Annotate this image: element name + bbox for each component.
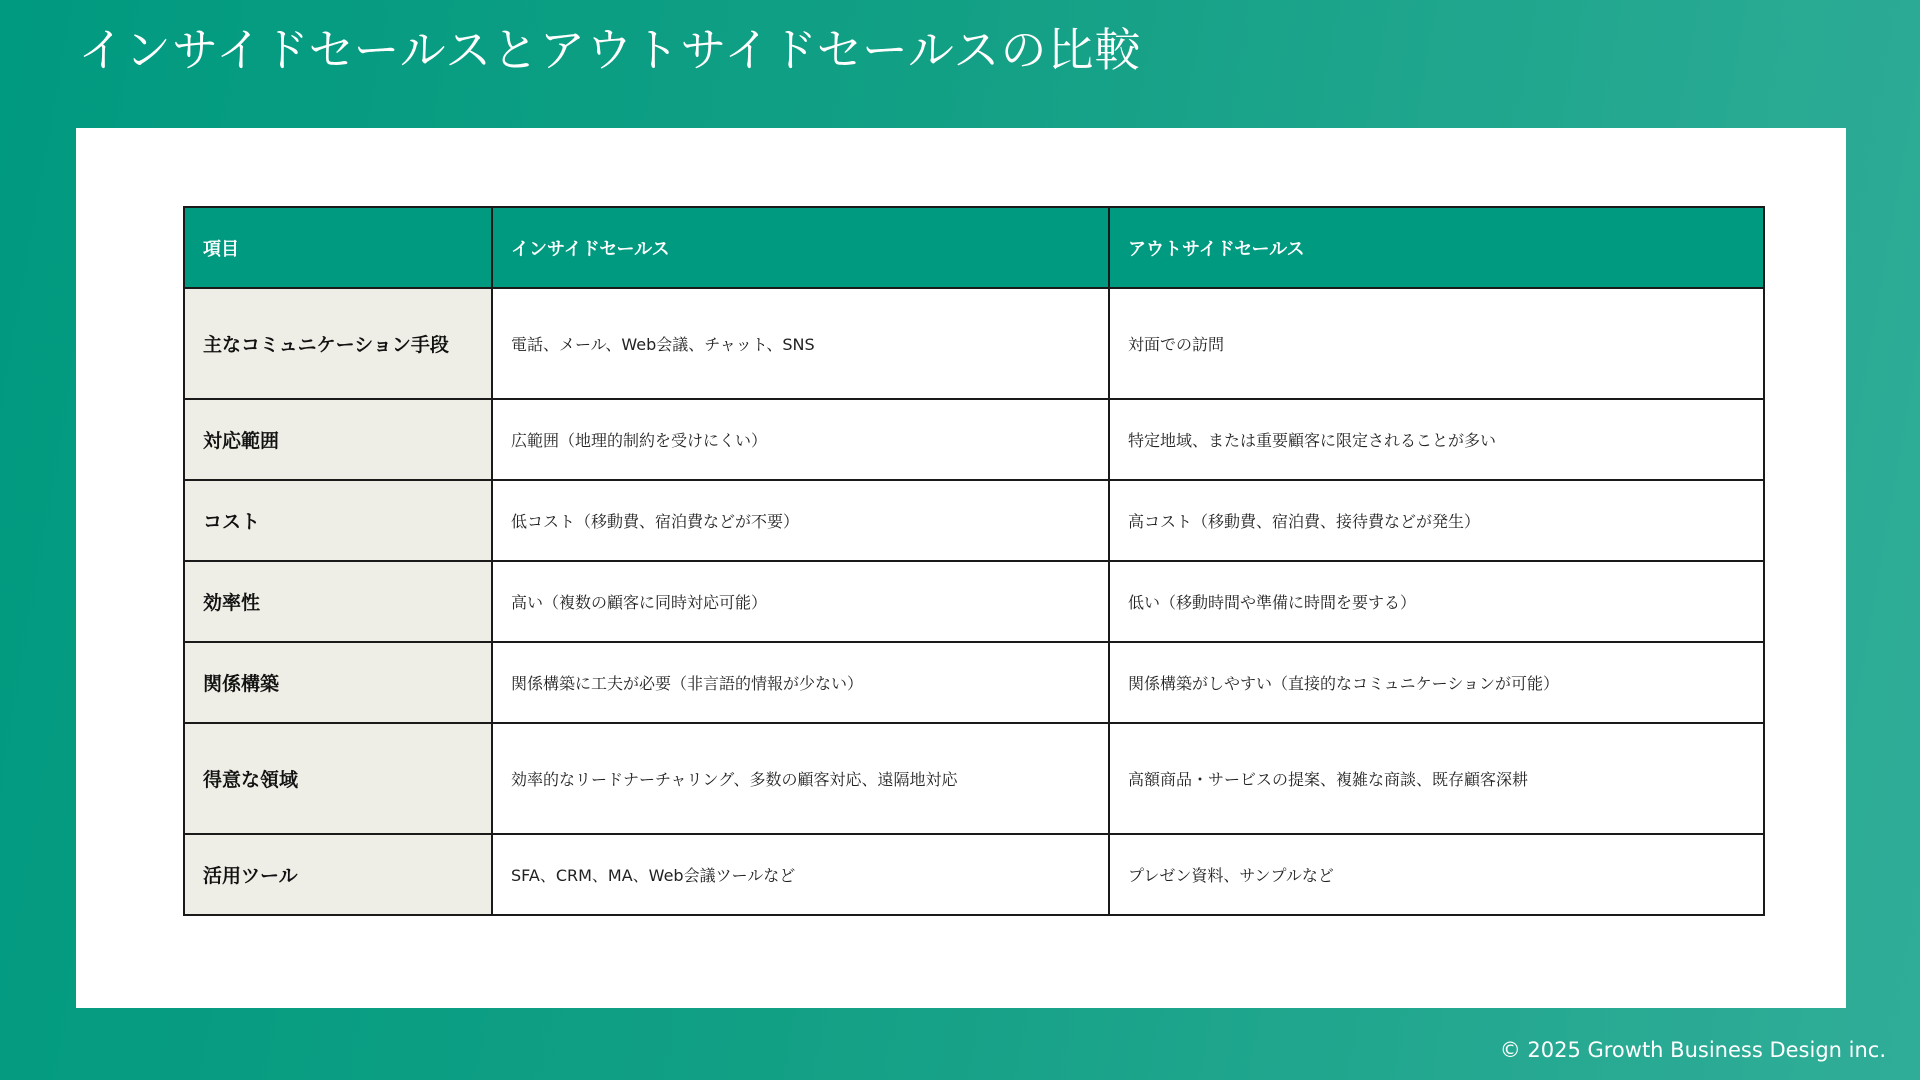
copyright-footer: © 2025 Growth Business Design inc. bbox=[1499, 1038, 1886, 1062]
slide-title: インサイドセールスとアウトサイドセールスの比較 bbox=[78, 23, 1142, 77]
table-row bbox=[184, 642, 1764, 723]
inside-sales-cell: 低コスト（移動費、宿泊費などが不要） bbox=[492, 480, 1109, 561]
inside-sales-cell: 広範囲（地理的制約を受けにくい） bbox=[492, 399, 1109, 480]
outside-sales-cell: 高額商品・サービスの提案、複雑な商談、既存顧客深耕 bbox=[1109, 723, 1764, 834]
header-outside-sales: アウトサイドセールス bbox=[1109, 207, 1764, 288]
inside-sales-cell: 電話、メール、Web会議、チャット、SNS bbox=[492, 288, 1109, 399]
inside-sales-cell: SFA、CRM、MA、Web会議ツールなど bbox=[492, 834, 1109, 915]
header-item: 項目 bbox=[184, 207, 492, 288]
comparison-table bbox=[183, 206, 1765, 916]
outside-sales-cell: 特定地域、または重要顧客に限定されることが多い bbox=[1109, 399, 1764, 480]
table-header-row bbox=[184, 207, 1764, 288]
inside-sales-cell: 高い（複数の顧客に同時対応可能） bbox=[492, 561, 1109, 642]
table-row bbox=[184, 561, 1764, 642]
row-item-label: 効率性 bbox=[184, 561, 492, 642]
table-row bbox=[184, 288, 1764, 399]
outside-sales-cell: 低い（移動時間や準備に時間を要する） bbox=[1109, 561, 1764, 642]
row-item-label: 主なコミュニケーション手段 bbox=[184, 288, 492, 399]
row-item-label: 対応範囲 bbox=[184, 399, 492, 480]
row-item-label: 活用ツール bbox=[184, 834, 492, 915]
row-item-label: 得意な領域 bbox=[184, 723, 492, 834]
row-item-label: 関係構築 bbox=[184, 642, 492, 723]
table-row bbox=[184, 480, 1764, 561]
outside-sales-cell: プレゼン資料、サンプルなど bbox=[1109, 834, 1764, 915]
header-inside-sales: インサイドセールス bbox=[492, 207, 1109, 288]
inside-sales-cell: 関係構築に工夫が必要（非言語的情報が少ない） bbox=[492, 642, 1109, 723]
row-item-label: コスト bbox=[184, 480, 492, 561]
outside-sales-cell: 対面での訪問 bbox=[1109, 288, 1764, 399]
table-row bbox=[184, 723, 1764, 834]
inside-sales-cell: 効率的なリードナーチャリング、多数の顧客対応、遠隔地対応 bbox=[492, 723, 1109, 834]
outside-sales-cell: 関係構築がしやすい（直接的なコミュニケーションが可能） bbox=[1109, 642, 1764, 723]
table-row bbox=[184, 834, 1764, 915]
content-panel bbox=[76, 128, 1846, 1008]
outside-sales-cell: 高コスト（移動費、宿泊費、接待費などが発生） bbox=[1109, 480, 1764, 561]
table-row bbox=[184, 399, 1764, 480]
